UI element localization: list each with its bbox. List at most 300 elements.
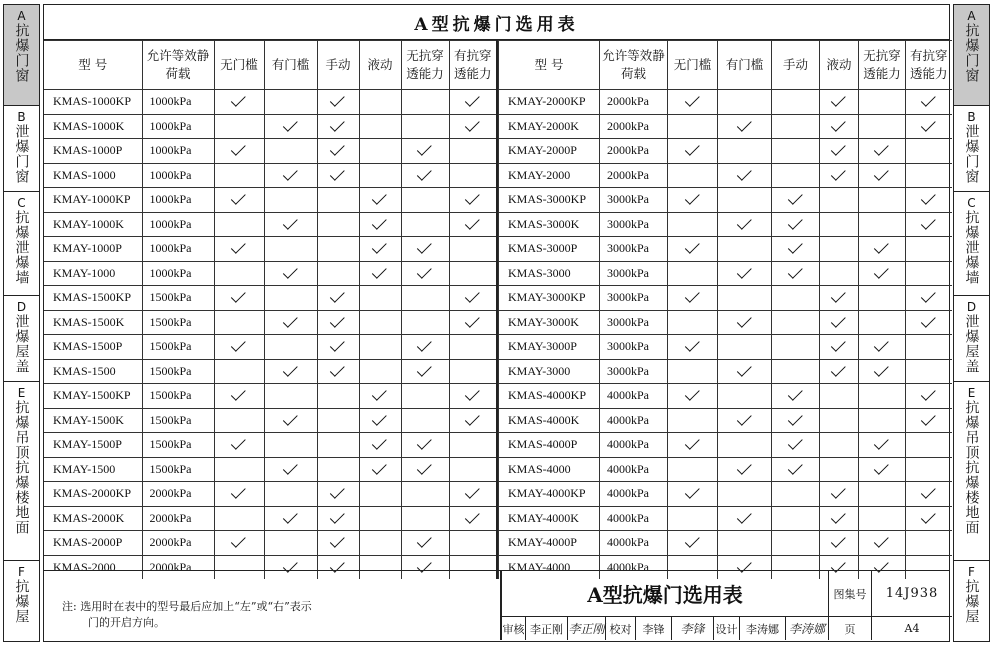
designer-signature: 李涛娜 — [786, 617, 829, 640]
check-mark-icon — [874, 141, 889, 156]
load-cell: 2000kPa — [142, 555, 214, 579]
section-tab-e[interactable] — [954, 382, 989, 561]
check-mark-icon — [330, 92, 345, 107]
check-mark-icon — [330, 141, 345, 156]
check-mark-icon — [330, 509, 345, 524]
section-tab-f[interactable] — [4, 561, 39, 643]
load-cell: 1000kPa — [142, 114, 214, 139]
right-section-index — [953, 4, 990, 642]
table-row — [499, 457, 952, 482]
load-cell: 2000kPa — [600, 90, 668, 115]
check-mark-icon — [684, 484, 699, 499]
check-mark-icon — [282, 411, 297, 426]
checker-signature: 李锋 — [672, 617, 714, 640]
load-cell: 4000kPa — [600, 457, 668, 482]
check-cell — [718, 335, 772, 360]
check-cell — [859, 212, 906, 237]
check-cell — [772, 286, 820, 311]
check-cell — [317, 506, 359, 531]
check-mark-icon — [684, 92, 699, 107]
table-row — [499, 188, 952, 213]
check-cell — [401, 433, 449, 458]
column-header: 型 号 — [44, 41, 142, 90]
check-cell — [718, 359, 772, 384]
check-cell — [359, 237, 401, 262]
check-cell — [906, 286, 952, 311]
check-mark-icon — [231, 533, 246, 548]
check-cell — [772, 506, 820, 531]
check-cell — [401, 90, 449, 115]
check-cell — [820, 261, 859, 286]
section-tab-b[interactable] — [954, 106, 989, 192]
check-cell — [449, 310, 497, 335]
check-cell — [401, 237, 449, 262]
section-label: 泄爆门窗 — [13, 124, 30, 184]
check-cell — [317, 188, 359, 213]
check-mark-icon — [372, 190, 387, 205]
section-tab-e[interactable] — [4, 382, 39, 561]
check-mark-icon — [921, 411, 936, 426]
check-cell — [449, 408, 497, 433]
model-cell: KMAY-1500 — [44, 457, 142, 482]
check-cell — [317, 261, 359, 286]
note-line-2: 门的开启方向。 — [88, 616, 165, 629]
check-cell — [718, 433, 772, 458]
section-letter: A — [17, 9, 26, 23]
check-cell — [214, 114, 264, 139]
check-cell — [214, 188, 264, 213]
design-label: 设计 — [714, 617, 740, 640]
check-cell — [359, 482, 401, 507]
load-cell: 2000kPa — [600, 163, 668, 188]
check-mark-icon — [831, 533, 846, 548]
model-cell: KMAS-1500P — [44, 335, 142, 360]
load-cell: 1000kPa — [142, 90, 214, 115]
check-cell — [359, 114, 401, 139]
check-mark-icon — [684, 141, 699, 156]
check-cell — [772, 482, 820, 507]
check-cell — [668, 114, 718, 139]
check-cell — [820, 237, 859, 262]
check-cell — [449, 163, 497, 188]
check-mark-icon — [831, 362, 846, 377]
model-cell: KMAY-3000K — [499, 310, 600, 335]
check-mark-icon — [921, 484, 936, 499]
check-mark-icon — [874, 166, 889, 181]
model-cell: KMAY-4000P — [499, 531, 600, 556]
section-label: 抗爆门窗 — [963, 23, 980, 83]
check-cell — [859, 384, 906, 409]
check-cell — [859, 188, 906, 213]
check-cell — [449, 531, 497, 556]
check-mark-icon — [330, 288, 345, 303]
check-mark-icon — [465, 92, 480, 107]
model-cell: KMAS-1000K — [44, 114, 142, 139]
check-cell — [718, 408, 772, 433]
check-cell — [772, 163, 820, 188]
check-cell — [906, 310, 952, 335]
load-cell: 4000kPa — [600, 531, 668, 556]
check-mark-icon — [921, 117, 936, 132]
check-cell — [317, 286, 359, 311]
check-cell — [214, 212, 264, 237]
load-cell: 4000kPa — [600, 408, 668, 433]
section-letter: D — [966, 300, 977, 314]
load-cell: 3000kPa — [600, 212, 668, 237]
column-header: 无抗穿透能力 — [859, 41, 906, 90]
section-tab-d[interactable] — [954, 296, 989, 382]
check-mark-icon — [831, 484, 846, 499]
check-cell — [449, 237, 497, 262]
check-cell — [317, 531, 359, 556]
check-mark-icon — [831, 117, 846, 132]
load-cell: 3000kPa — [600, 286, 668, 311]
check-cell — [772, 384, 820, 409]
column-header: 液动 — [359, 41, 401, 90]
check-cell — [359, 457, 401, 482]
section-label: 抗爆泄爆墙 — [13, 210, 30, 285]
check-cell — [820, 310, 859, 335]
check-cell — [214, 359, 264, 384]
check-cell — [718, 482, 772, 507]
check-cell — [449, 188, 497, 213]
column-header: 手动 — [317, 41, 359, 90]
check-cell — [859, 335, 906, 360]
check-mark-icon — [372, 435, 387, 450]
check-cell — [214, 163, 264, 188]
table-row — [499, 114, 952, 139]
check-mark-icon — [465, 313, 480, 328]
model-cell: KMAY-1000P — [44, 237, 142, 262]
section-letter: E — [967, 386, 976, 400]
check-mark-icon — [417, 264, 432, 279]
check-mark-icon — [921, 288, 936, 303]
check-mark-icon — [684, 239, 699, 254]
check-cell — [718, 531, 772, 556]
table-row — [44, 237, 497, 262]
check-cell — [359, 90, 401, 115]
load-cell: 1000kPa — [142, 261, 214, 286]
model-cell: KMAS-2000P — [44, 531, 142, 556]
check-cell — [401, 335, 449, 360]
check-cell — [359, 384, 401, 409]
check-mark-icon — [787, 386, 802, 401]
check-cell — [859, 531, 906, 556]
table-title: A型抗爆门选用表 — [44, 5, 949, 40]
model-cell: KMAY-2000 — [499, 163, 600, 188]
check-cell — [214, 286, 264, 311]
check-mark-icon — [231, 484, 246, 499]
check-mark-icon — [282, 362, 297, 377]
check-cell — [401, 359, 449, 384]
check-cell — [668, 482, 718, 507]
check-cell — [359, 139, 401, 164]
check-cell — [317, 237, 359, 262]
section-letter: C — [17, 196, 26, 210]
load-cell: 1500kPa — [142, 384, 214, 409]
check-cell — [264, 408, 317, 433]
check-cell — [820, 139, 859, 164]
left-section-index — [3, 4, 40, 642]
designer-name: 李涛娜 — [740, 617, 786, 640]
check-mark-icon — [372, 239, 387, 254]
model-cell: KMAS-1000P — [44, 139, 142, 164]
table-row — [499, 286, 952, 311]
section-tab-f[interactable] — [954, 561, 989, 643]
section-tab-a[interactable] — [954, 5, 989, 106]
check-cell — [859, 506, 906, 531]
check-cell — [359, 335, 401, 360]
check-cell — [264, 482, 317, 507]
table-row — [44, 482, 497, 507]
check-cell — [264, 212, 317, 237]
check-mark-icon — [787, 215, 802, 230]
section-label: 抗爆泄爆墙 — [963, 210, 980, 285]
check-mark-icon — [372, 386, 387, 401]
check-cell — [820, 408, 859, 433]
check-cell — [772, 212, 820, 237]
check-cell — [449, 506, 497, 531]
model-cell: KMAY-2000K — [499, 114, 600, 139]
check-cell — [859, 163, 906, 188]
model-cell: KMAY-1000KP — [44, 188, 142, 213]
check-mark-icon — [231, 288, 246, 303]
check-mark-icon — [465, 190, 480, 205]
model-cell: KMAY-4000 — [499, 555, 600, 579]
check-cell — [906, 261, 952, 286]
section-letter: B — [17, 110, 26, 124]
column-header: 型 号 — [499, 41, 600, 90]
check-cell — [264, 139, 317, 164]
load-cell: 2000kPa — [142, 482, 214, 507]
check-cell — [718, 139, 772, 164]
load-cell: 1000kPa — [142, 237, 214, 262]
load-cell: 1500kPa — [142, 457, 214, 482]
table-row — [499, 335, 952, 360]
model-cell: KMAS-1000KP — [44, 90, 142, 115]
load-cell: 1500kPa — [142, 359, 214, 384]
check-mark-icon — [736, 264, 751, 279]
check-cell — [359, 359, 401, 384]
check-cell — [906, 433, 952, 458]
check-cell — [668, 359, 718, 384]
check-mark-icon — [684, 190, 699, 205]
column-header: 无门槛 — [668, 41, 718, 90]
check-mark-icon — [417, 166, 432, 181]
check-mark-icon — [736, 460, 751, 475]
check-cell — [214, 506, 264, 531]
header-row — [44, 41, 497, 90]
check-cell — [359, 163, 401, 188]
check-cell — [401, 212, 449, 237]
check-cell — [772, 114, 820, 139]
check-cell — [859, 408, 906, 433]
check-mark-icon — [417, 362, 432, 377]
check-cell — [668, 506, 718, 531]
check-cell — [668, 433, 718, 458]
check-cell — [449, 482, 497, 507]
check-cell — [317, 310, 359, 335]
check-cell — [359, 531, 401, 556]
section-label: 泄爆门窗 — [963, 124, 980, 184]
load-cell: 1000kPa — [142, 188, 214, 213]
check-cell — [859, 114, 906, 139]
table-row — [44, 359, 497, 384]
check-mark-icon — [787, 460, 802, 475]
section-letter: A — [967, 9, 976, 23]
checker-name: 李锋 — [636, 617, 672, 640]
check-mark-icon — [231, 337, 246, 352]
model-cell: KMAS-3000K — [499, 212, 600, 237]
load-cell: 1500kPa — [142, 310, 214, 335]
check-cell — [906, 384, 952, 409]
check-cell — [214, 384, 264, 409]
load-cell: 3000kPa — [600, 237, 668, 262]
check-cell — [772, 237, 820, 262]
check-cell — [214, 90, 264, 115]
check-mark-icon — [736, 166, 751, 181]
check-label: 校对 — [606, 617, 636, 640]
section-label: 抗爆屋 — [963, 579, 980, 624]
check-cell — [668, 139, 718, 164]
check-cell — [214, 457, 264, 482]
check-mark-icon — [330, 362, 345, 377]
check-mark-icon — [465, 215, 480, 230]
check-mark-icon — [787, 411, 802, 426]
check-mark-icon — [330, 117, 345, 132]
table-row — [44, 212, 497, 237]
check-cell — [820, 90, 859, 115]
model-cell: KMAY-1000K — [44, 212, 142, 237]
column-header: 有抗穿透能力 — [906, 41, 952, 90]
check-cell — [449, 114, 497, 139]
check-cell — [772, 261, 820, 286]
section-letter: F — [968, 565, 975, 579]
check-mark-icon — [282, 264, 297, 279]
check-cell — [214, 531, 264, 556]
check-cell — [859, 90, 906, 115]
check-mark-icon — [831, 166, 846, 181]
check-cell — [214, 139, 264, 164]
load-cell: 4000kPa — [600, 482, 668, 507]
check-mark-icon — [921, 190, 936, 205]
check-cell — [906, 506, 952, 531]
check-cell — [401, 188, 449, 213]
table-row — [499, 90, 952, 115]
model-cell: KMAS-1000 — [44, 163, 142, 188]
check-mark-icon — [787, 239, 802, 254]
load-cell: 3000kPa — [600, 261, 668, 286]
check-cell — [718, 261, 772, 286]
load-cell: 3000kPa — [600, 188, 668, 213]
check-cell — [359, 188, 401, 213]
section-tab-c[interactable] — [954, 192, 989, 296]
section-tab-b[interactable] — [4, 106, 39, 192]
check-cell — [906, 163, 952, 188]
check-mark-icon — [231, 141, 246, 156]
check-mark-icon — [330, 484, 345, 499]
check-cell — [859, 310, 906, 335]
check-cell — [449, 139, 497, 164]
model-cell: KMAY-2000P — [499, 139, 600, 164]
load-cell: 3000kPa — [600, 359, 668, 384]
section-tab-c[interactable] — [4, 192, 39, 296]
check-cell — [401, 286, 449, 311]
model-cell: KMAY-3000 — [499, 359, 600, 384]
check-cell — [906, 531, 952, 556]
section-tab-d[interactable] — [4, 296, 39, 382]
check-cell — [906, 408, 952, 433]
load-cell: 3000kPa — [600, 310, 668, 335]
check-cell — [772, 359, 820, 384]
page-number: A4 — [904, 622, 920, 635]
check-mark-icon — [417, 533, 432, 548]
check-mark-icon — [231, 386, 246, 401]
main-frame — [43, 4, 950, 642]
check-cell — [449, 212, 497, 237]
check-cell — [264, 188, 317, 213]
check-cell — [317, 212, 359, 237]
title-block — [500, 571, 950, 640]
check-cell — [859, 237, 906, 262]
load-cell: 1500kPa — [142, 408, 214, 433]
check-mark-icon — [465, 411, 480, 426]
check-cell — [449, 286, 497, 311]
check-cell — [859, 286, 906, 311]
load-cell: 3000kPa — [600, 335, 668, 360]
check-mark-icon — [684, 288, 699, 303]
check-mark-icon — [282, 509, 297, 524]
reviewer-signature: 李正刚 — [568, 617, 606, 640]
model-cell: KMAS-2000KP — [44, 482, 142, 507]
section-tab-a[interactable] — [4, 5, 39, 106]
check-mark-icon — [372, 411, 387, 426]
check-cell — [906, 457, 952, 482]
check-cell — [401, 114, 449, 139]
check-cell — [401, 261, 449, 286]
table-row — [499, 212, 952, 237]
check-cell — [264, 384, 317, 409]
table-row — [44, 335, 497, 360]
check-mark-icon — [330, 166, 345, 181]
check-cell — [718, 237, 772, 262]
check-mark-icon — [417, 435, 432, 450]
check-mark-icon — [465, 117, 480, 132]
model-cell: KMAY-1000 — [44, 261, 142, 286]
check-mark-icon — [417, 141, 432, 156]
check-cell — [772, 310, 820, 335]
check-cell — [718, 286, 772, 311]
check-mark-icon — [736, 117, 751, 132]
check-mark-icon — [684, 337, 699, 352]
check-cell — [214, 261, 264, 286]
model-cell: KMAS-3000 — [499, 261, 600, 286]
table-row — [44, 310, 497, 335]
check-cell — [359, 433, 401, 458]
check-mark-icon — [372, 215, 387, 230]
check-cell — [820, 335, 859, 360]
model-cell: KMAS-3000KP — [499, 188, 600, 213]
model-cell: KMAY-3000KP — [499, 286, 600, 311]
check-mark-icon — [465, 288, 480, 303]
footer — [44, 570, 950, 641]
check-cell — [906, 188, 952, 213]
model-cell: KMAS-4000K — [499, 408, 600, 433]
load-cell: 1000kPa — [142, 163, 214, 188]
check-mark-icon — [282, 215, 297, 230]
check-cell — [906, 139, 952, 164]
model-cell: KMAS-4000KP — [499, 384, 600, 409]
